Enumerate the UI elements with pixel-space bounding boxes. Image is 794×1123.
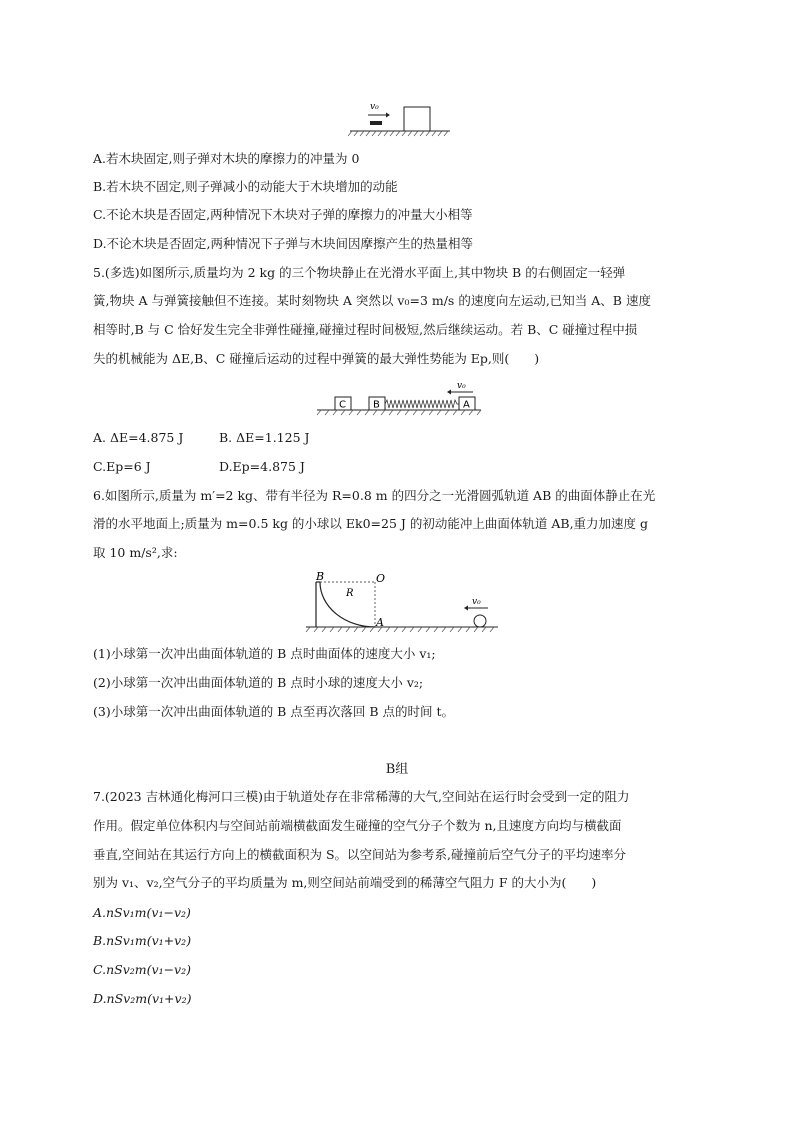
svg-text:B: B xyxy=(373,399,380,411)
q7-option-c: C.nSv₂m(v₁−v₂) xyxy=(93,962,192,977)
figure1-v0-label: v₀ xyxy=(370,102,379,112)
q6-line-1: 6.如图所示,质量为 m′=2 kg、带有半径为 R=0.8 m 的四分之一光滑圆弧轨道 AB 的曲面体静止在光 xyxy=(93,488,656,503)
svg-text:C: C xyxy=(339,399,346,411)
svg-text:A: A xyxy=(463,399,470,411)
q4-option-c: C.不论木块是否固定,两种情况下木块对子弹的摩擦力的冲量大小相等 xyxy=(93,207,473,222)
q5-figure-v0: v₀ xyxy=(457,381,466,391)
q7-option-a: A.nSv₁m(v₁−v₂) xyxy=(93,905,191,920)
svg-text:O: O xyxy=(376,572,386,585)
q5-option-c: C.Ep=6 J xyxy=(93,459,151,474)
bullet xyxy=(370,121,382,125)
q7-option-b: B.nSv₁m(v₁+v₂) xyxy=(93,933,192,948)
section-heading-b: B组 xyxy=(385,762,409,777)
svg-text:v₀: v₀ xyxy=(472,597,481,607)
q7-line-2: 作用。假定单位体积内与空间站前端横截面发生碰撞的空气分子个数为 n,且速度方向均与横截面 xyxy=(93,818,622,833)
q4-option-d: D.不论木块是否固定,两种情况下子弹与木块间因摩擦产生的热量相等 xyxy=(93,236,474,251)
q5-option-a: A. ΔE=4.875 J xyxy=(93,430,184,445)
q7-line-3: 垂直,空间站在其运行方向上的横截面积为 S。以空间站为参考系,碰撞前后空气分子的平均速率分 xyxy=(93,847,626,862)
q5-option-d: D.Ep=4.875 J xyxy=(219,459,305,474)
q6-line-3: 取 10 m/s²,求: xyxy=(93,545,178,560)
q5-line-2: 簧,物块 A 与弹簧接触但不连接。某时刻物块 A 突然以 v₀=3 m/s 的速度向左运动,已知当 A、B 速度 xyxy=(93,293,651,308)
q6-sub-2: (2)小球第一次冲出曲面体轨道的 B 点时小球的速度大小 v₂; xyxy=(93,675,424,690)
q7-line-1: 7.(2023 吉林通化梅河口三模)由于轨道处存在非常稀薄的大气,空间站在运行时会受到一定的阻力 xyxy=(93,789,630,804)
svg-text:A: A xyxy=(376,616,384,629)
q5-option-b: B. ΔE=1.125 J xyxy=(219,430,310,445)
figure-blocks-spring xyxy=(315,378,485,418)
svg-text:R: R xyxy=(346,588,354,599)
spring xyxy=(385,400,459,408)
q6-sub-1: (1)小球第一次冲出曲面体轨道的 B 点时曲面体的速度大小 v₁; xyxy=(93,646,436,661)
svg-text:B: B xyxy=(316,570,325,583)
q4-option-a: A.若木块固定,则子弹对木块的摩擦力的冲量为 0 xyxy=(93,151,360,166)
q7-option-d: D.nSv₂m(v₁+v₂) xyxy=(93,991,192,1006)
small-ball xyxy=(474,615,486,627)
q5-line-4: 失的机械能为 ΔE,B、C 碰撞后运动的过程中弹簧的最大弹性势能为 Ep,则( ) xyxy=(93,351,540,366)
figure-curved-track xyxy=(302,568,502,634)
q4-option-b: B.若木块不固定,则子弹减小的动能大于木块增加的动能 xyxy=(93,179,398,194)
q5-line-1: 5.(多选)如图所示,质量均为 2 kg 的三个物块静止在光滑水平面上,其中物块 B 的右侧固定一轻弹 xyxy=(93,265,626,280)
wood-block xyxy=(404,107,430,131)
q7-line-4: 别为 v₁、v₂,空气分子的平均质量为 m,则空间站前端受到的稀薄空气阻力 F 的大小为( ) xyxy=(93,875,597,890)
q5-line-3: 相等时,B 与 C 恰好发生完全非弹性碰撞,碰撞过程时间极短,然后继续运动。若 B、C 碰撞过程中损 xyxy=(93,322,638,337)
q6-sub-3: (3)小球第一次冲出曲面体轨道的 B 点至再次落回 B 点的时间 t。 xyxy=(93,704,454,719)
figure-bullet-block xyxy=(346,98,456,140)
q6-line-2: 滑的水平地面上;质量为 m=0.5 kg 的小球以 Ek0=25 J 的初动能冲上曲面体轨道 AB,重力加速度 g xyxy=(93,516,649,531)
